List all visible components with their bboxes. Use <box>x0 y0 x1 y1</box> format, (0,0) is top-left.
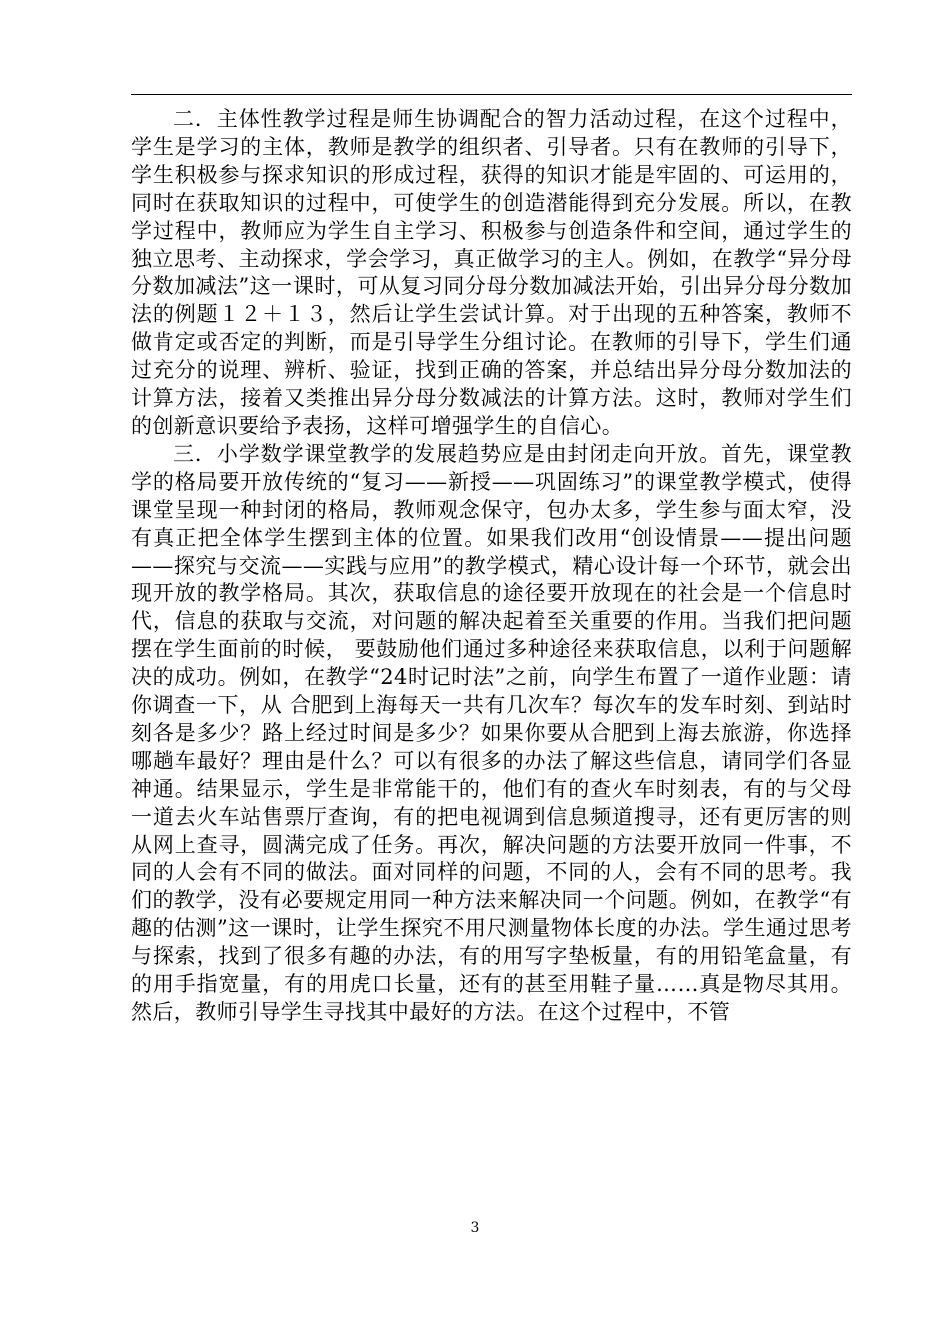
document-body <box>131 106 852 1027</box>
header-rule <box>131 94 852 95</box>
paragraph-section-two: 二．主体性教学过程是师生协调配合的智力活动过程，在这个过程中，学生是学习的主体，教师是教学的组织者、引导者。只有在教师的引导下，学生积极参与探求知识的形成过程，获得的知识才能是牢固的、可运用的，同时在获取知识的过程中，可使学生的创造潜能得到充分发展。所以，在教学过程中，教师应为学生自主学习、积极参与创造条件和空间，通过学生的独立思考、主动探求，学会学习，真正做学习的主人。例如，在教学“异分母分数加减法”这一课时，可从复习同分母分数加减法开始，引出异分母分数加法的例题１２＋１３，然后让学生尝试计算。对于出现的五种答案，教师不做肯定或否定的判断，而是引导学生分组讨论。在教师的引导下，学生们通过充分的说理、辨析、验证，找到正确的答案，并总结出异分母分数加法的计算方法，接着又类推出异分母分数减法的计算方法。这时，教师对学生们的创新意识要给予表扬，这样可增强学生的自信心。 <box>131 107 852 438</box>
page-number: 3 <box>470 1220 480 1236</box>
paragraph-section-three: 三．小学数学课堂教学的发展趋势应是由封闭走向开放。首先，课堂教学的格局要开放传统的“复习——新授——巩固练习”的课堂教学模式，使得课堂呈现一种封闭的格局，教师观念保守，包办太多，学生参与面太窄，没有真正把全体学生摆到主体的位置。如果我们改用“创设情景——提出问题——探究与交流——实践与应用”的教学模式，精心设计每一个环节，就会出现开放的教学格局。其次，获取信息的途径要开放现在的社会是一个信息时代，信息的获取与交流，对问题的解决起着至关重要的作用。当我们把问题摆在学生面前的时候， 要鼓励他们通过多种途径来获取信息，以利于问题解决的成功。例如，在教学“24时记时法”之前，向学生布置了一道作业题：请你调查一下，从 合肥到上海每天一共有几次车？每次车的发车时刻、到站时刻各是多少？路上经过时间是多少？如果你要从合肥到上海去旅游，你选择哪趟车最好？理由是什么？可以有很多的办法了解这些信息，请同学们各显神通。结果显示，学生是非常能干的，他们有的查火车时刻表，有的与父母一道去火车站售票厅查询，有的把电视调到信息频道搜寻，还有更厉害的则从网上查寻，圆满完成了任务。再次，解决问题的方法要开放同一件事，不同的人会有不同的做法。面对同样的问题，不同的人，会有不同的思考。我们的教学，没有必要规定用同一种方法来解决同一个问题。例如，在教学“有趣的估测”这一课时，让学生探究不用尺测量物体长度的办法。学生通过思考与探索，找到了很多有趣的办法，有的用写字垫板量，有的用铅笔盒量，有的用手指宽量，有的用虎口长量，还有的甚至用鞋子量……真是物尽其用。然后，教师引导学生寻找其中最好的方法。在这个过程中，不管 <box>131 441 852 1024</box>
